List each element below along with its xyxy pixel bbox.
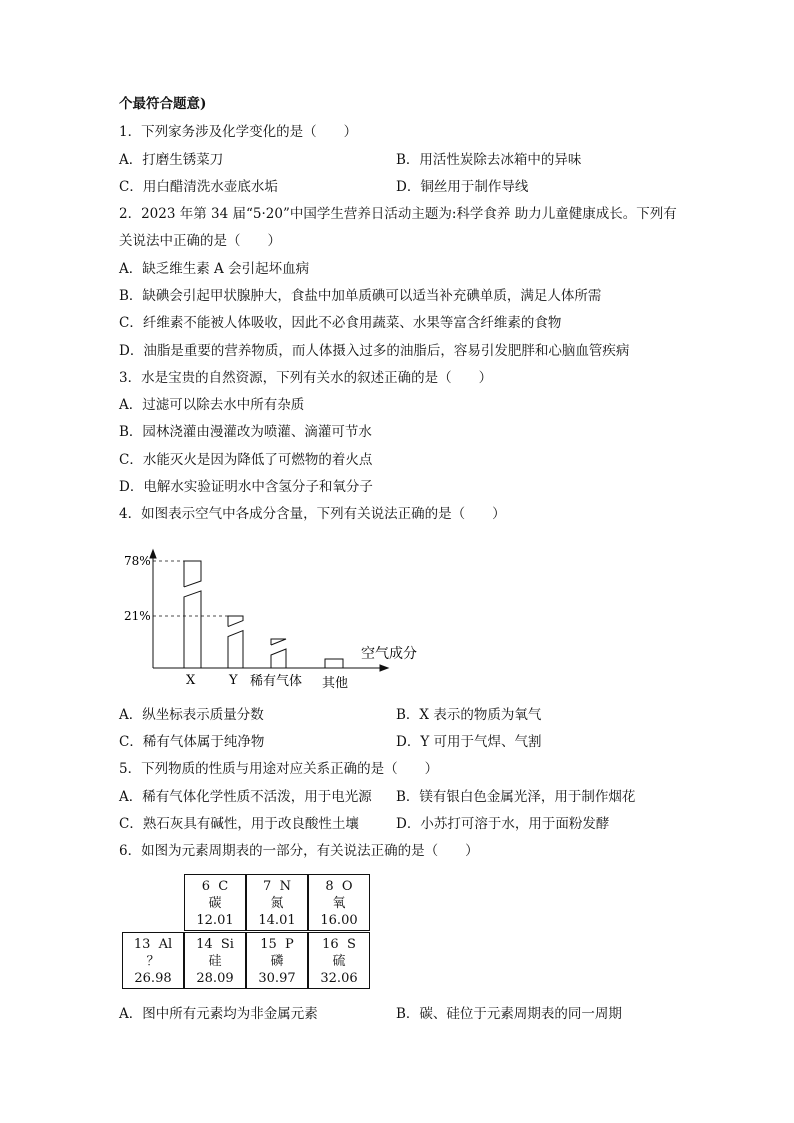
xtick-label-other: 其他 — [322, 676, 349, 691]
q1-option-d: D．铜丝用于制作导线 — [396, 179, 529, 195]
q3-option-c: C．水能灭火是因为降低了可燃物的着火点 — [119, 452, 373, 468]
element-mass: 26.98 — [134, 971, 172, 986]
x-axis-label: 空气成分 — [361, 646, 417, 662]
q3-option-d: D．电解水实验证明水中含氢分子和氧分子 — [119, 479, 373, 495]
bar-3 — [271, 639, 286, 668]
element-number-symbol: 6 C — [201, 879, 229, 894]
element-cell-p — [246, 932, 308, 989]
q1-option-c: C．用白醋清洗水壶底水垢 — [119, 179, 278, 195]
element-number-symbol: 14 Si — [196, 937, 234, 952]
element-cell-o — [308, 874, 370, 931]
question-6-stem: 6．如图为元素周期表的一部分，有关说法正确的是（ ） — [119, 843, 479, 859]
question-5-stem: 5．下列物质的性质与用途对应关系正确的是（ ） — [119, 761, 439, 777]
element-name: 磷 — [270, 954, 284, 969]
element-number-symbol: 13 Al — [133, 937, 173, 952]
bar-2 — [228, 616, 243, 668]
element-mass: 30.97 — [258, 971, 296, 986]
question-1-stem: 1．下列家务涉及化学变化的是（ ） — [119, 124, 358, 140]
element-name: ？ — [146, 954, 160, 969]
q2-option-c: C．纤维素不能被人体吸收，因此不必食用蔬菜、水果等富含纤维素的食物 — [119, 315, 562, 331]
q2-option-a: A．缺乏维生素 A 会引起坏血病 — [119, 261, 310, 277]
section-header: 个最符合题意) — [119, 96, 207, 112]
xtick-label-y: Y — [229, 673, 238, 688]
element-number-symbol: 7 N — [263, 879, 291, 894]
element-name: 碳 — [208, 896, 222, 911]
bar-1 — [184, 561, 201, 668]
element-mass: 16.00 — [320, 913, 358, 928]
q5-option-b: B．镁有银白色金属光泽，用于制作烟花 — [396, 789, 636, 805]
question-3-stem: 3．水是宝贵的自然资源，下列有关水的叙述正确的是（ ） — [119, 370, 493, 386]
element-cell-si — [184, 932, 246, 989]
q1-option-a: A．打磨生锈菜刀 — [119, 152, 224, 168]
question-4-stem: 4．如图表示空气中各成分含量，下列有关说法正确的是（ ） — [119, 506, 506, 522]
q5-option-d: D．小苏打可溶于水，用于面粉发酵 — [396, 816, 610, 832]
bar-4 — [325, 659, 343, 668]
xtick-label-rare-gas: 稀有气体 — [250, 674, 303, 689]
q2-option-d: D．油脂是重要的营养物质，而人体摄入过多的油脂后，容易引发肥胖和心脑血管疾病 — [119, 343, 630, 359]
element-name: 氧 — [332, 896, 346, 911]
element-mass: 14.01 — [258, 913, 296, 928]
q5-option-c: C．熟石灰具有碱性，用于改良酸性土壤 — [119, 816, 359, 832]
question-2-stem-line2: 关说法中正确的是（ ） — [119, 233, 281, 249]
chart-axes — [150, 550, 388, 671]
element-number-symbol: 16 S — [322, 937, 356, 952]
periodic-table-fragment — [121, 874, 373, 994]
ytick-label-78: 78% — [124, 554, 151, 568]
element-name: 氮 — [270, 896, 284, 911]
q3-option-a: A．过滤可以除去水中所有杂质 — [119, 397, 305, 413]
element-mass: 32.06 — [320, 971, 358, 986]
q4-option-a: A．纵坐标表示质量分数 — [119, 707, 264, 723]
q3-option-b: B．园林浇灌由漫灌改为喷灌、滴灌可节水 — [119, 424, 372, 440]
question-2-stem-line1: 2．2023 年第 34 届“5·20”中国学生营养日活动主题为:科学食养 助力儿童健康成长。下列有 — [119, 206, 677, 222]
q4-option-b: B．X 表示的物质为氧气 — [396, 707, 542, 723]
element-mass: 12.01 — [196, 913, 234, 928]
element-name: 硫 — [332, 954, 346, 969]
element-cell-al — [122, 932, 184, 989]
xtick-label-x: X — [186, 673, 196, 688]
q4-option-c: C．稀有气体属于纯净物 — [119, 734, 265, 750]
q4-option-d: D．Y 可用于气焊、气割 — [396, 734, 542, 750]
q1-option-b: B．用活性炭除去冰箱中的异味 — [396, 152, 582, 168]
element-mass: 28.09 — [196, 971, 234, 986]
element-cell-c — [184, 874, 246, 931]
ytick-label-21: 21% — [124, 609, 151, 623]
q2-option-b: B．缺碘会引起甲状腺肿大，食盐中加单质碘可以适当补充碘单质，满足人体所需 — [119, 288, 602, 304]
guide-lines — [153, 561, 230, 616]
element-number-symbol: 15 P — [260, 937, 294, 952]
element-number-symbol: 8 O — [325, 879, 353, 894]
q5-option-a: A．稀有气体化学性质不活泼，用于电光源 — [119, 789, 372, 805]
q6-option-a: A．图中所有元素均为非金属元素 — [119, 1006, 318, 1022]
element-cell-s — [308, 932, 370, 989]
air-composition-chart — [110, 547, 430, 697]
element-name: 硅 — [208, 954, 222, 969]
element-cell-n — [246, 874, 308, 931]
q6-option-b: B．碳、硅位于元素周期表的同一周期 — [396, 1006, 622, 1022]
